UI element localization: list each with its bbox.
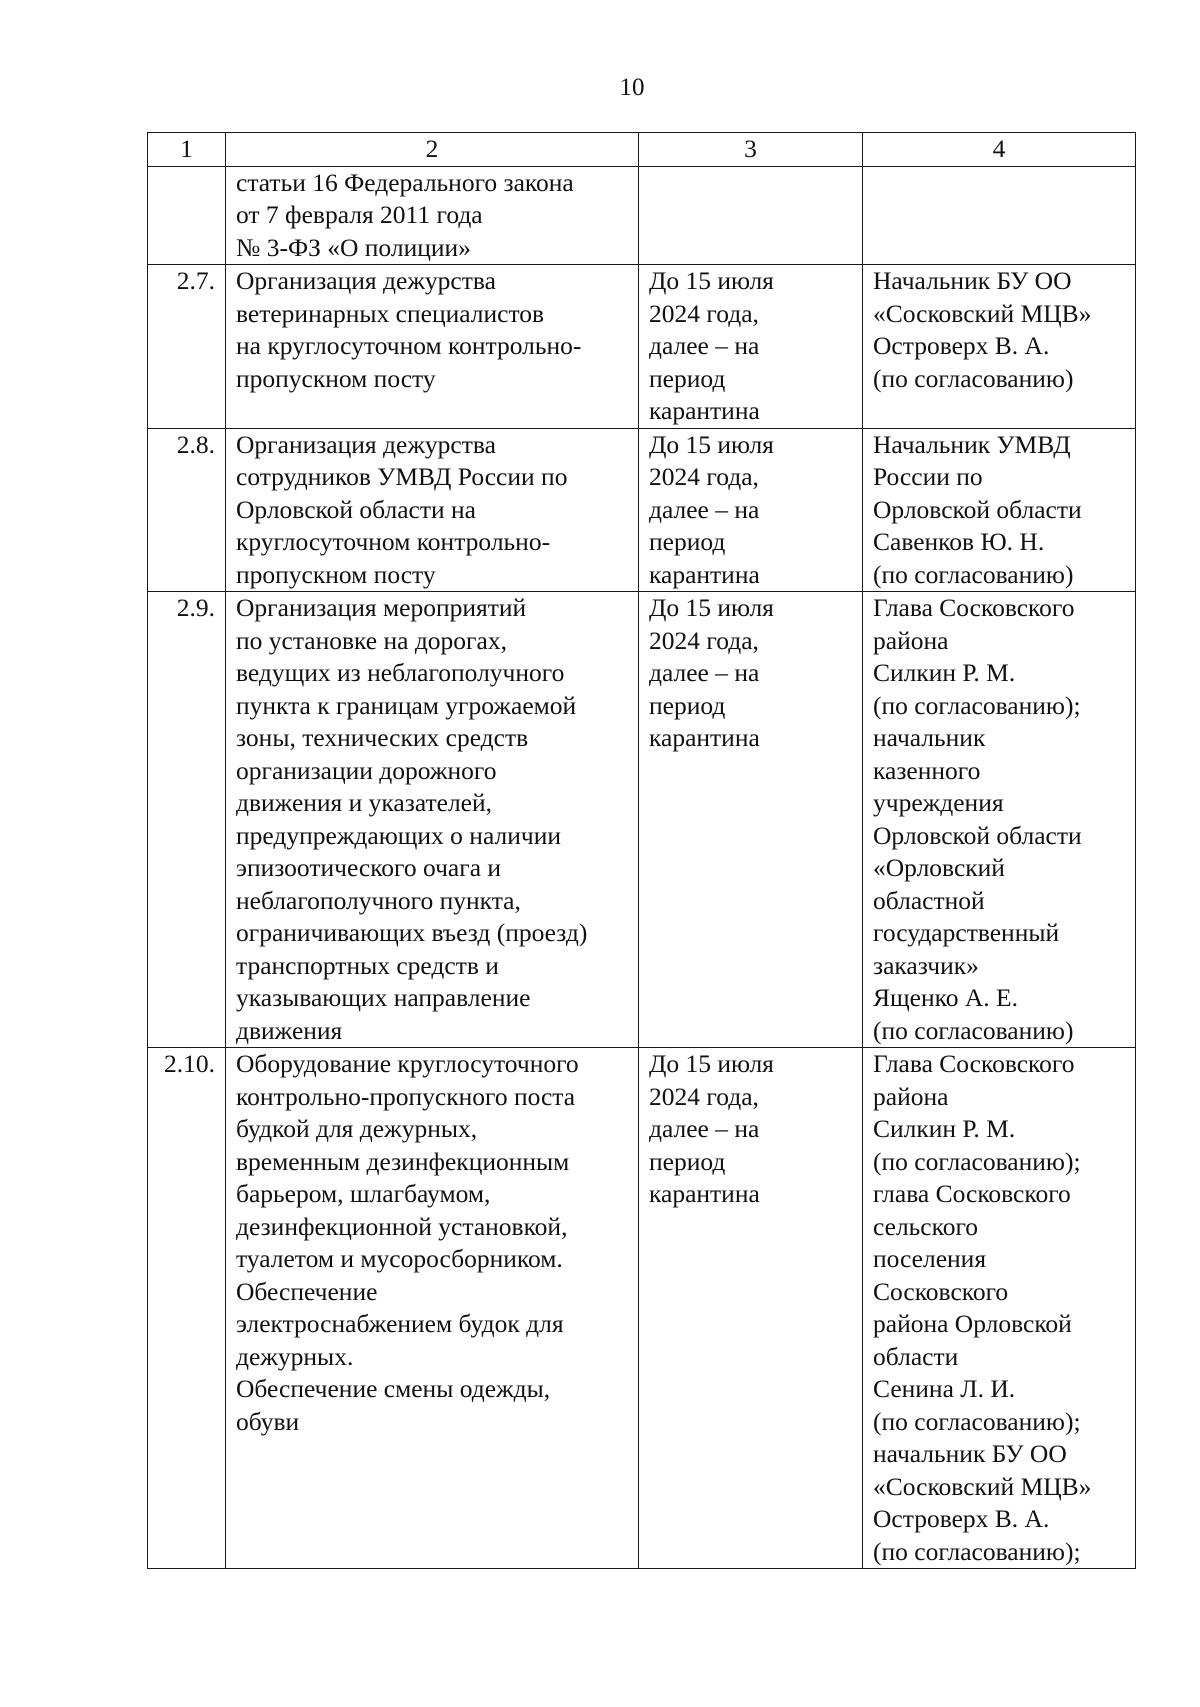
- row-responsible: Глава Сосковского района Силкин Р. М. (по согласованию); начальник казенного учреждения Орловской области «Орловский областной государственный заказчик» Ященко А. Е. (по согласованию): [863, 592, 1136, 1048]
- measures-table: [147, 132, 1136, 1569]
- row-deadline: До 15 июля 2024 года, далее – на период карантина: [639, 265, 863, 429]
- table-row: [148, 428, 1136, 592]
- row-measure: Организация дежурства ветеринарных специалистов на круглосуточном контрольно- пропускном посту: [226, 265, 639, 429]
- table-row: [148, 1048, 1136, 1569]
- row-measure: статьи 16 Федерального закона от 7 февраля 2011 года № 3-ФЗ «О полиции»: [226, 166, 639, 265]
- table-row: [148, 166, 1136, 265]
- row-deadline: [639, 166, 863, 265]
- row-number: 2.10.: [148, 1048, 226, 1569]
- row-number: 2.9.: [148, 592, 226, 1048]
- row-responsible: [863, 166, 1136, 265]
- page-number: 10: [619, 74, 645, 101]
- row-deadline: До 15 июля 2024 года, далее – на период карантина: [639, 1048, 863, 1569]
- row-measure: Оборудование круглосуточного контрольно-пропускного поста будкой для дежурных, временным дезинфекционным барьером, шлагбаумом, дезинфекционной установкой, туалетом и мусоросборником. Обеспечение электроснабжением будок для дежурных. Обеспечение смены одежды, обуви: [226, 1048, 639, 1569]
- row-measure: Организация дежурства сотрудников УМВД России по Орловской области на круглосуточном контрольно- пропускном посту: [226, 428, 639, 592]
- column-header-number: 1: [148, 133, 226, 167]
- row-responsible: Начальник БУ ОО «Сосковский МЦВ» Островерх В. А. (по согласованию): [863, 265, 1136, 429]
- row-deadline: До 15 июля 2024 года, далее – на период карантина: [639, 592, 863, 1048]
- column-header-measure: 2: [226, 133, 639, 167]
- row-number: 2.7.: [148, 265, 226, 429]
- row-deadline: До 15 июля 2024 года, далее – на период карантина: [639, 428, 863, 592]
- row-measure: Организация мероприятий по установке на дорогах, ведущих из неблагополучного пункта к границам угрожаемой зоны, технических средств организации дорожного движения и указателей, предупреждающих о наличии эпизоотического очага и неблагополучного пункта, ограничивающих въезд (проезд) транспортных средств и указывающих направление движения: [226, 592, 639, 1048]
- column-header-deadline: 3: [639, 133, 863, 167]
- row-responsible: Глава Сосковского района Силкин Р. М. (по согласованию); глава Сосковского сельского поселения Сосковского района Орловской области Сенина Л. И. (по согласованию); начальник БУ ОО «Сосковский МЦВ» Островерх В. А. (по согласованию);: [863, 1048, 1136, 1569]
- table-header-row: [148, 133, 1136, 167]
- row-number: 2.8.: [148, 428, 226, 592]
- row-number: [148, 166, 226, 265]
- table-row: [148, 265, 1136, 429]
- table-row: [148, 592, 1136, 1048]
- column-header-responsible: 4: [863, 133, 1136, 167]
- row-responsible: Начальник УМВД России по Орловской области Савенков Ю. Н. (по согласованию): [863, 428, 1136, 592]
